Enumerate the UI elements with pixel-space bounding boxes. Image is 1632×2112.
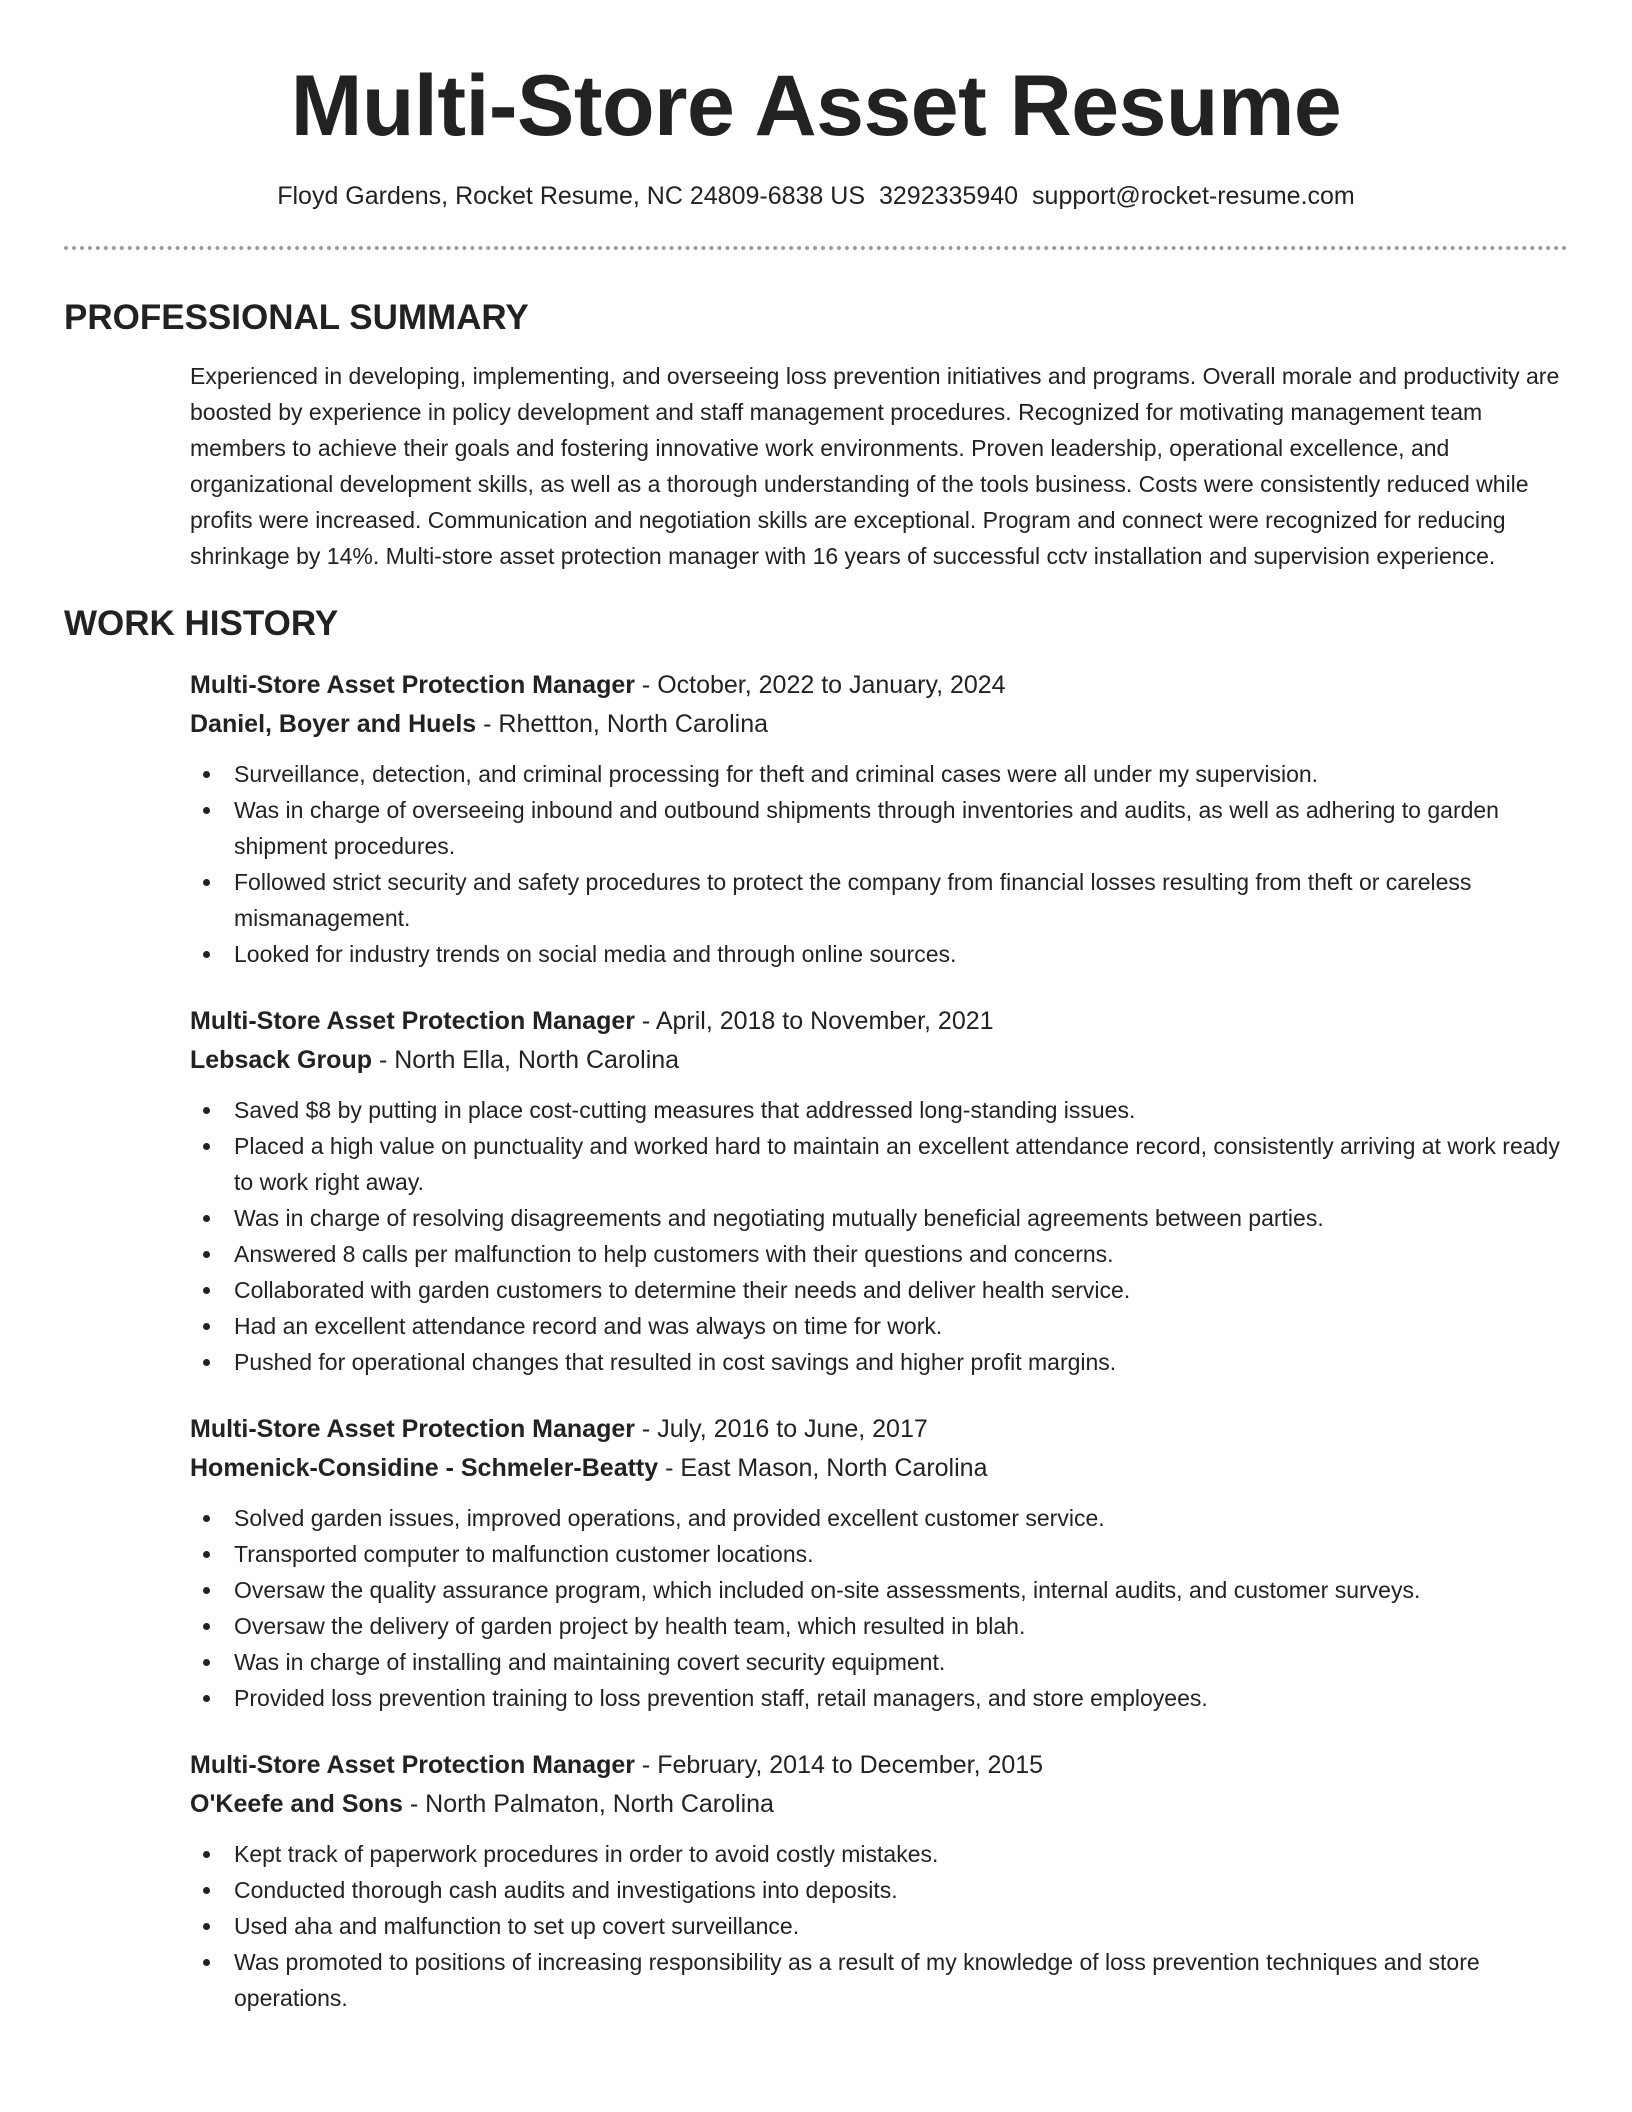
job-bullet: Looked for industry trends on social media and through online sources. (190, 936, 1568, 972)
job-company: Daniel, Boyer and Huels (190, 710, 477, 738)
job-dates: - October, 2022 to January, 2024 (634, 671, 1006, 699)
job-title: Multi-Store Asset Protection Manager (190, 1007, 635, 1035)
job-title: Multi-Store Asset Protection Manager (190, 1751, 635, 1779)
job-company: Lebsack Group (190, 1046, 372, 1074)
job-bullet: Was in charge of resolving disagreements and negotiating mutually beneficial agreements between parties. (190, 1200, 1568, 1236)
job-bullet: Saved $8 by putting in place cost-cutting measures that addressed long-standing issues. (190, 1092, 1568, 1128)
job-bullet: Solved garden issues, improved operations, and provided excellent customer service. (190, 1500, 1568, 1536)
job-company: Homenick-Considine - Schmeler-Beatty (190, 1454, 659, 1482)
job-title-line (190, 1746, 1568, 1785)
job-bullet: Pushed for operational changes that resulted in cost savings and higher profit margins. (190, 1344, 1568, 1380)
summary-heading: PROFESSIONAL SUMMARY (64, 298, 529, 337)
jobs-list (190, 666, 1568, 2016)
job-title: Multi-Store Asset Protection Manager (190, 1415, 635, 1443)
job-location: - Rhettton, North Carolina (476, 710, 768, 738)
job-bullet: Conducted thorough cash audits and investigations into deposits. (190, 1872, 1568, 1908)
header-divider (64, 246, 1568, 250)
job-bullet: Was promoted to positions of increasing responsibility as a result of my knowledge of loss prevention techniques and store operations. (190, 1944, 1568, 2016)
job-entry (190, 1002, 1568, 1380)
job-dates: - February, 2014 to December, 2015 (634, 1751, 1044, 1779)
job-location: - North Palmaton, North Carolina (402, 1790, 774, 1818)
job-company-line (190, 705, 1568, 744)
job-title-line (190, 666, 1568, 705)
work-history-heading: WORK HISTORY (64, 604, 339, 643)
job-bullet: Kept track of paperwork procedures in order to avoid costly mistakes. (190, 1836, 1568, 1872)
job-bullet: Collaborated with garden customers to determine their needs and deliver health service. (190, 1272, 1568, 1308)
job-company-line (190, 1785, 1568, 1824)
job-bullets (190, 1836, 1568, 2016)
summary-text: Experienced in developing, implementing, and overseeing loss prevention initiatives and programs. Overall morale and productivity are boosted by experience in policy development and staff management procedures. Recognized for motivating management team members to achieve their goals and fostering innovative work environments. Proven leadership, operational excellence, and organizational development skills, as well as a thorough understanding of the tools business. Costs were consistently reduced while profits were increased. Communication and negotiation skills are exceptional. Program and connect were recognized for reducing shrinkage by 14%. Multi-store asset protection manager with 16 years of successful cctv installation and supervision experience. (190, 363, 1560, 569)
resume-page (64, 0, 1568, 2046)
job-dates: - April, 2018 to November, 2021 (634, 1007, 994, 1035)
job-title-line (190, 1002, 1568, 1041)
job-bullet: Had an excellent attendance record and was always on time for work. (190, 1308, 1568, 1344)
job-bullet: Oversaw the delivery of garden project by health team, which resulted in blah. (190, 1608, 1568, 1644)
job-dates: - July, 2016 to June, 2017 (634, 1415, 928, 1443)
job-bullet: Oversaw the quality assurance program, which included on-site assessments, internal audits, and customer surveys. (190, 1572, 1568, 1608)
contact-address: Floyd Gardens, Rocket Resume, NC 24809-6838 US (277, 182, 865, 210)
job-location: - North Ella, North Carolina (372, 1046, 680, 1074)
job-bullet: Followed strict security and safety procedures to protect the company from financial losses resulting from theft or careless mismanagement. (190, 864, 1568, 936)
contact-email: support@rocket-resume.com (1032, 182, 1355, 210)
job-bullet: Transported computer to malfunction customer locations. (190, 1536, 1568, 1572)
job-entry (190, 666, 1568, 972)
job-bullet: Provided loss prevention training to loss prevention staff, retail managers, and store employees. (190, 1680, 1568, 1716)
job-bullets (190, 1500, 1568, 1716)
job-company: O'Keefe and Sons (190, 1790, 403, 1818)
job-company-line (190, 1449, 1568, 1488)
job-bullet: Surveillance, detection, and criminal processing for theft and criminal cases were all under my supervision. (190, 756, 1568, 792)
job-bullet: Was in charge of installing and maintaining covert security equipment. (190, 1644, 1568, 1680)
job-entry (190, 1746, 1568, 2016)
job-bullets (190, 1092, 1568, 1380)
job-company-line (190, 1041, 1568, 1080)
job-bullet: Was in charge of overseeing inbound and outbound shipments through inventories and audits, as well as adhering to garden shipment procedures. (190, 792, 1568, 864)
job-bullet: Placed a high value on punctuality and worked hard to maintain an excellent attendance record, consistently arriving at work ready to work right away. (190, 1128, 1568, 1200)
resume-title: Multi-Store Asset Resume (290, 58, 1342, 154)
job-bullet: Answered 8 calls per malfunction to help customers with their questions and concerns. (190, 1236, 1568, 1272)
job-bullet: Used aha and malfunction to set up covert surveillance. (190, 1908, 1568, 1944)
job-title: Multi-Store Asset Protection Manager (190, 671, 635, 699)
job-location: - East Mason, North Carolina (658, 1454, 988, 1482)
job-entry (190, 1410, 1568, 1716)
contact-phone: 3292335940 (879, 182, 1019, 210)
contact-line (64, 180, 1568, 212)
job-bullets (190, 756, 1568, 972)
job-title-line (190, 1410, 1568, 1449)
